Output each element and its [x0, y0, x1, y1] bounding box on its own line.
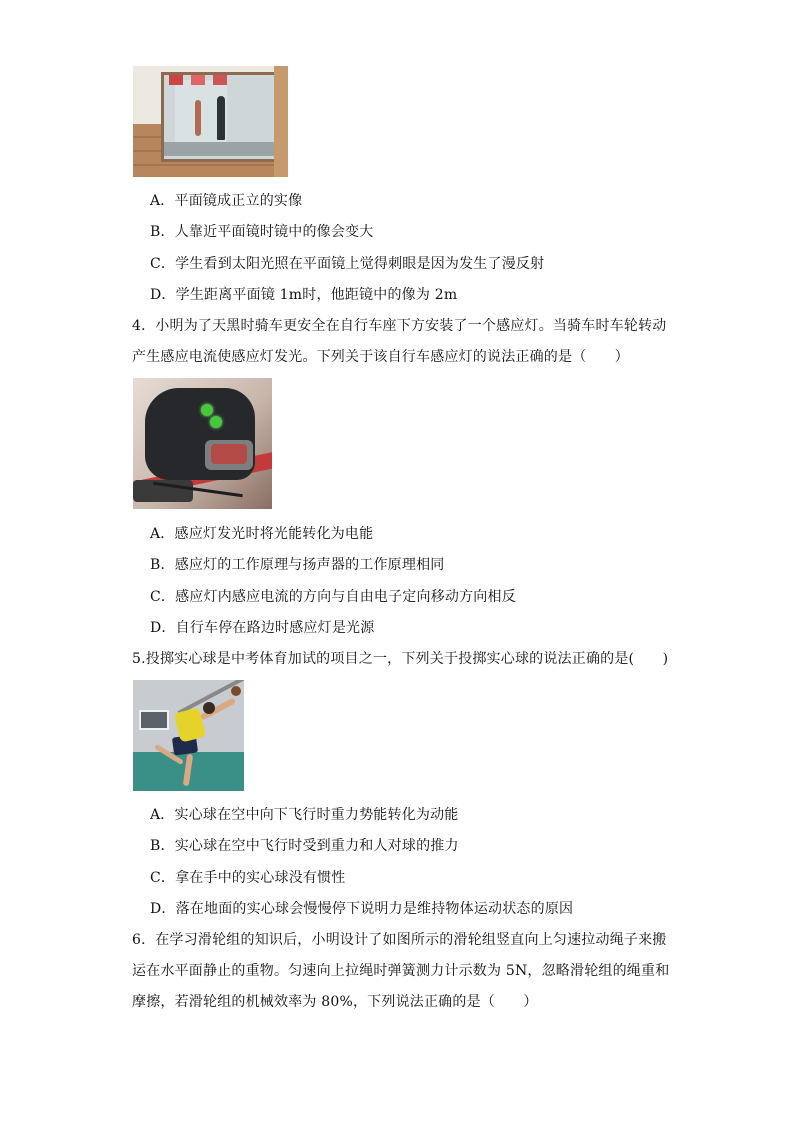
q4-option-b: B．感应灯的工作原理与扬声器的工作原理相同: [150, 557, 445, 573]
bicycle-light-image: [133, 378, 272, 509]
q3-option-b: B．人靠近平面镜时镜中的像会变大: [150, 224, 374, 240]
q5-option-d: D．落在地面的实心球会慢慢停下说明力是维持物体运动状态的原因: [150, 901, 574, 917]
throwing-ball-image: [133, 680, 244, 791]
q5-option-c: C．拿在手中的实心球没有惯性: [150, 870, 346, 886]
q4-option-d: D．自行车停在路边时感应灯是光源: [150, 620, 375, 636]
q6-stem-line-1: 6．在学习滑轮组的知识后，小明设计了如图所示的滑轮组竖直向上匀速拉动绳子来搬: [132, 932, 667, 948]
q5-option-b: B．实心球在空中飞行时受到重力和人对球的推力: [150, 838, 459, 854]
q4-stem-line-2: 产生感应电流使感应灯发光。下列关于该自行车感应灯的说法正确的是（ ）: [132, 349, 629, 365]
q3-option-d: D．学生距离平面镜 1m时，他距镜中的像为 2m: [150, 287, 458, 303]
q4-option-a: A．感应灯发光时将光能转化为电能: [150, 526, 374, 542]
q6-stem-line-3: 摩擦，若滑轮组的机械效率为 80%，下列说法正确的是（ ）: [132, 994, 538, 1010]
q3-option-a: A．平面镜成正立的实像: [150, 193, 303, 209]
q4-option-c: C．感应灯内感应电流的方向与自由电子定向移动方向相反: [150, 589, 516, 605]
plane-mirror-image: [133, 66, 288, 177]
q5-stem-line-1: 5.投掷实心球是中考体育加试的项目之一，下列关于投掷实心球的说法正确的是( ): [132, 651, 669, 667]
q6-stem-line-2: 运在水平面静止的重物。匀速向上拉绳时弹簧测力计示数为 5N，忽略滑轮组的绳重和: [132, 963, 670, 979]
q5-option-a: A．实心球在空中向下飞行时重力势能转化为动能: [150, 807, 459, 823]
q3-option-c: C．学生看到太阳光照在平面镜上觉得刺眼是因为发生了漫反射: [150, 256, 545, 272]
q4-stem-line-1: 4．小明为了天黑时骑车更安全在自行车座下方安装了一个感应灯。当骑车时车轮转动: [132, 318, 667, 334]
